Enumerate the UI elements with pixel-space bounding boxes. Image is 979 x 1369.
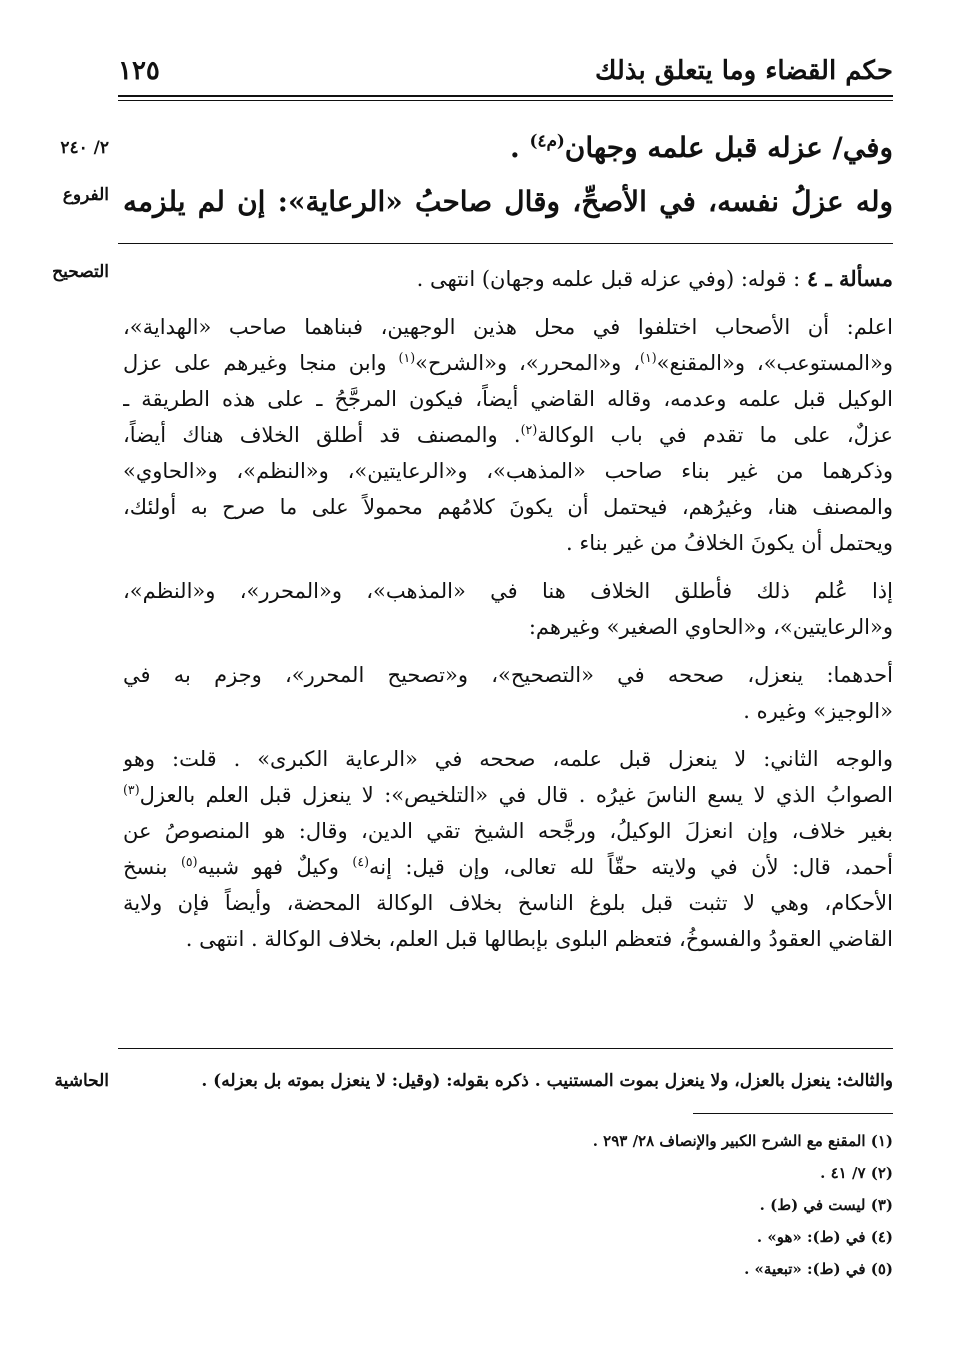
- body-line: أحدهما: ينعزل، صححه في «التصحيح»، و«تصحيح المحرر»، وجزم به في: [123, 663, 893, 687]
- body-line: عزلٌ، على ما تقدم في باب الوكالة$^{(٢)}$. والمصنف قد أطلق الخلاف هناك أيضاً،: [123, 422, 893, 447]
- header-title: حكم القضاء وما يتعلق بذلك: [595, 56, 893, 86]
- body-line: والمصنف هنا، وغيرُهم، فيحتمل أن يكونَ كلامُهم محمولاً على ما صرح به أولئك،: [123, 495, 893, 519]
- section-divider: [118, 243, 893, 244]
- footnote: (٢) ٧/ ٤١ .: [820, 1164, 893, 1182]
- body-line: اعلم: أن الأصحاب اختلفوا في محل هذين الوجهين، فبناهما صاحب «الهداية»،: [123, 315, 893, 339]
- note-mark: (م٤): [529, 130, 565, 151]
- body-line: بغير خلاف، وإن انعزلَ الوكيلُ، ورجَّحه الشيخ تقي الدين، وقال: هو المنصوصُ عن: [123, 819, 893, 843]
- masala-label: مسألة ـ ٤: [806, 266, 893, 291]
- masala-heading: مسألة ـ ٤ : قوله: (وفي عزله قبل علمه وجهان) انتهى .: [416, 266, 893, 291]
- body-line: الوكيل قبل علمه وعدمه، وقاله القاضي أيضاً، فيكون المرجَّحُ ـ على هذه الطريقة ـ: [123, 387, 893, 411]
- header-rule-thin: [118, 100, 893, 101]
- side-label-hashia: الحاشية: [54, 1071, 109, 1091]
- footnote: (٥) في (ط): «تبعية» .: [744, 1260, 893, 1278]
- main-text-line: وله عزلُ نفسه، في الأصحِّ، وقال صاحبُ «الرعاية»: إن لم يلزمه: [123, 185, 893, 218]
- body-line: القاضي العقودُ والفسوخُ، فتعظم البلوى بإبطالها قبل العلم، بخلاف الوكالة . انتهى .: [185, 927, 893, 951]
- footnote: (١) المقنع مع الشرح الكبير والإنصاف ٢٨/ ٢٩٣ .: [592, 1132, 893, 1150]
- body-line: أحمد، قال: لأن في ولايته حقّاً لله تعالى، وإن قيل: إنه$^{(٤)}$ وكيلٌ فهو شبيه$^{(٥)}$ بنسخ: [123, 854, 893, 879]
- body-line: و«الرعايتين»، و«الحاوي الصغير» وغيرهم:: [528, 615, 893, 639]
- footnote: (٣) ليست في (ط) .: [759, 1196, 893, 1214]
- body-line: ويحتمل أن يكونَ الخلافُ من غير بناء .: [566, 531, 893, 555]
- footnote: (٤) في (ط): «هو» .: [756, 1228, 893, 1246]
- body-line: والوجه الثاني: لا ينعزل قبل علمه، صححه في «الرعاية الكبرى» . قلت: وهو: [123, 747, 893, 771]
- volume-page-ref: ٢/ ٢٤٠: [60, 138, 109, 158]
- body-line: «الوجيز» وغيره .: [743, 699, 893, 723]
- side-label-furu: الفروع: [62, 185, 109, 205]
- running-header: [118, 52, 893, 96]
- body-line: الأحكام، وهي لا تثبت قبل بلوغ الناسخ بخلاف الوكالة المحضة، وأيضاً فإن ولاية: [123, 891, 893, 915]
- body-line: إذا عُلم ذلك فأطلق الخلاف هنا في «المذهب»، و«المحرر»، و«النظم»،: [123, 579, 893, 603]
- footnote-separator: [693, 1113, 893, 1114]
- header-rule: [118, 95, 893, 97]
- main-text-line: وفي/ عزله قبل علمه وجهان$^{(م٤)}$ .: [509, 130, 893, 164]
- hashia-text: والثالث: ينعزل بالعزل، ولا ينعزل بموت المستنيب . ذكره بقوله: (وقيل: لا ينعزل بموته بل بعزله) .: [201, 1071, 893, 1091]
- page-number: ١٢٥: [118, 56, 160, 86]
- hashia-divider: [118, 1048, 893, 1049]
- body-line: و«المستوعب»، و«المقنع»$^{(١)}$، و«المحرر»، و«الشرح»$^{(١)}$ وابن منجا وغيرهم على عزل: [123, 350, 893, 375]
- body-line: الصوابُ الذي لا يسع الناسَ غيرُه . قال في «التلخيص»: لا ينعزل قبل العلم بالعزل$^{(٣)}$: [123, 782, 893, 807]
- side-label-tashih: التصحيح: [52, 262, 109, 282]
- body-line: وذكرهما من غير بناء صاحب «المذهب»، و«الرعايتين»، و«النظم»، و«الحاوي»: [123, 459, 893, 483]
